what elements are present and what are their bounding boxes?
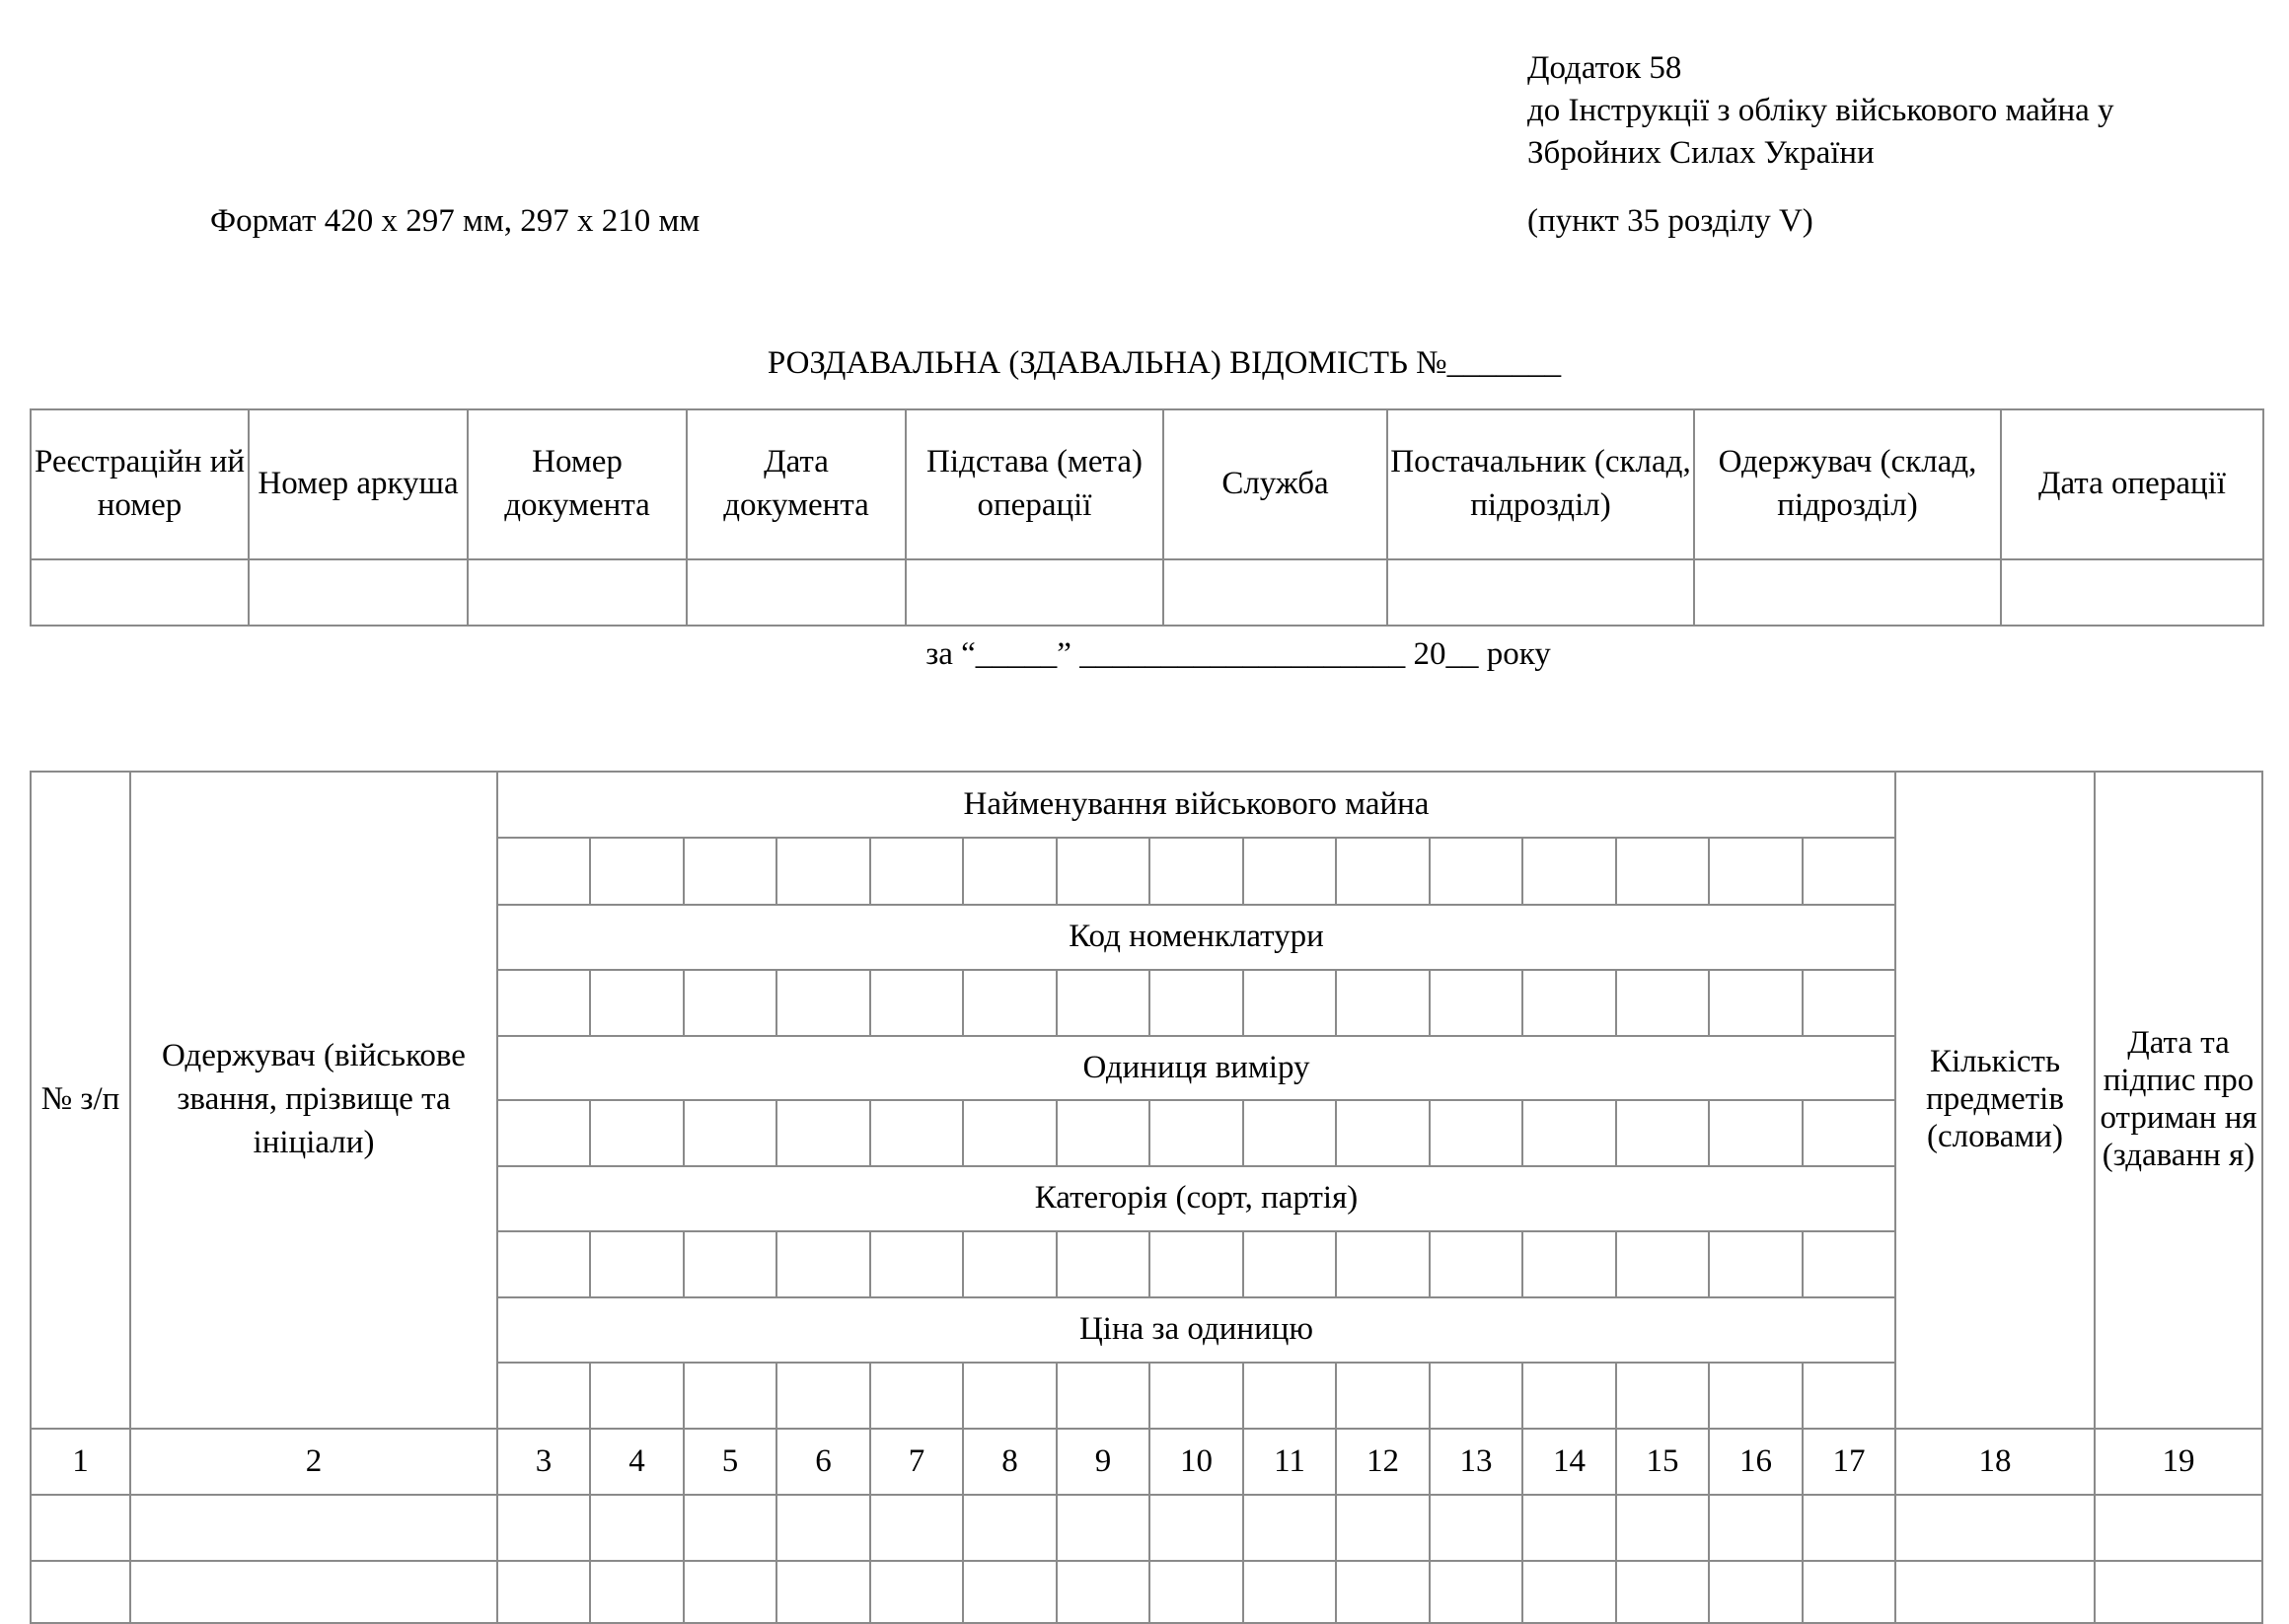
item-subcol-line	[1148, 1362, 1150, 1430]
item-subcol-line	[1521, 1428, 1523, 1624]
column-number: 4	[628, 1442, 645, 1479]
column-number: 9	[1094, 1442, 1112, 1479]
section-cell-item-name[interactable]	[1152, 837, 1240, 904]
item-subcol-line	[683, 1230, 685, 1298]
data-cell[interactable]	[1806, 1494, 1892, 1560]
item-subcol-line	[775, 837, 777, 906]
section-cell-unit-of-measure[interactable]	[1152, 1099, 1240, 1165]
approval-block	[1527, 47, 2114, 175]
approval-line-instruction: до Інструкції з обліку військового майна у	[1527, 93, 2114, 128]
section-cell-unit-price[interactable]	[779, 1362, 867, 1428]
item-subcol-line	[1148, 837, 1150, 906]
item-subcol-line	[1802, 1362, 1804, 1430]
data-cell[interactable]	[1246, 1494, 1333, 1560]
data-cell[interactable]	[1060, 1494, 1146, 1560]
item-subcol-line	[1521, 1230, 1523, 1298]
section-cell-unit-of-measure[interactable]	[779, 1099, 867, 1165]
item-subcol-line	[1708, 969, 1710, 1037]
header-input-operation-basis[interactable]	[909, 558, 1160, 625]
item-subcol-line	[1242, 1362, 1244, 1430]
data-cell[interactable]	[1712, 1560, 1800, 1622]
item-subcol-line	[683, 1362, 685, 1430]
data-cell[interactable]	[779, 1560, 867, 1622]
section-cell-unit-of-measure[interactable]	[1339, 1099, 1427, 1165]
item-subcol-line	[1802, 1230, 1804, 1298]
data-cell[interactable]	[2098, 1560, 2259, 1622]
header-table-col-line	[248, 408, 250, 627]
section-cell-category[interactable]	[1806, 1230, 1892, 1296]
column-number: 8	[1001, 1442, 1018, 1479]
item-subcol-line	[1056, 969, 1058, 1037]
item-subcol-line	[1802, 969, 1804, 1037]
data-cell[interactable]	[1433, 1494, 1519, 1560]
section-cell-category[interactable]	[687, 1230, 774, 1296]
item-subcol-line	[1708, 1362, 1710, 1430]
section-cell-item-name[interactable]	[1060, 837, 1146, 904]
section-cell-category[interactable]	[966, 1230, 1054, 1296]
section-cell-unit-price[interactable]	[500, 1362, 587, 1428]
section-cell-item-name[interactable]	[1339, 837, 1427, 904]
column-number: 10	[1180, 1442, 1213, 1479]
section-cell-nomenclature-code[interactable]	[687, 969, 774, 1035]
section-cell-unit-price[interactable]	[1712, 1362, 1800, 1428]
section-cell-unit-of-measure[interactable]	[1619, 1099, 1706, 1165]
section-cell-item-name[interactable]	[779, 837, 867, 904]
section-cell-unit-price[interactable]	[1060, 1362, 1146, 1428]
column-number: 3	[535, 1442, 553, 1479]
section-cell-nomenclature-code[interactable]	[1433, 969, 1519, 1035]
item-subcol-line	[1242, 969, 1244, 1037]
item-subcol-line	[1429, 1428, 1431, 1624]
header-table-col-line	[905, 408, 907, 627]
section-cell-unit-of-measure[interactable]	[1246, 1099, 1333, 1165]
data-cell[interactable]	[1806, 1560, 1892, 1622]
main-table-col-line	[30, 771, 32, 1624]
section-cell-category[interactable]	[779, 1230, 867, 1296]
data-cell[interactable]	[500, 1560, 587, 1622]
item-subcol-line	[589, 1230, 591, 1298]
header-col-recipient: Одержувач (склад, підрозділ)	[1718, 444, 1977, 523]
item-subcol-line	[1429, 1099, 1431, 1167]
column-number: 15	[1646, 1442, 1679, 1479]
data-cell[interactable]	[1339, 1494, 1427, 1560]
date-line: за “_____” ____________________ 20__ року	[925, 636, 1551, 672]
section-cell-unit-price[interactable]	[593, 1362, 681, 1428]
section-cell-item-name[interactable]	[1619, 837, 1706, 904]
data-cell[interactable]	[1339, 1560, 1427, 1622]
item-subcol-line	[775, 1230, 777, 1298]
main-table-col-line	[2094, 771, 2096, 1624]
header-input-registration-number[interactable]	[34, 558, 246, 625]
item-subcol-line	[683, 969, 685, 1037]
section-cell-unit-of-measure[interactable]	[966, 1099, 1054, 1165]
section-cell-unit-of-measure[interactable]	[687, 1099, 774, 1165]
data-cell[interactable]	[1619, 1560, 1706, 1622]
section-cell-item-name[interactable]	[1246, 837, 1333, 904]
header-col-document-number: Номер документа	[504, 444, 650, 523]
item-subcol-line	[1615, 1428, 1617, 1624]
section-cell-nomenclature-code[interactable]	[1525, 969, 1613, 1035]
item-subcol-line	[1429, 1362, 1431, 1430]
data-cell[interactable]	[34, 1560, 127, 1622]
data-cell[interactable]	[1619, 1494, 1706, 1560]
item-subcol-line	[1429, 969, 1431, 1037]
item-subcol-line	[1242, 837, 1244, 906]
document-title: РОЗДАВАЛЬНА (ЗДАВАЛЬНА) ВІДОМІСТЬ №_______	[767, 345, 1562, 381]
section-cell-unit-price[interactable]	[1525, 1362, 1613, 1428]
item-subcol-line	[1148, 969, 1150, 1037]
item-subcol-line	[1335, 837, 1337, 906]
section-cell-unit-price[interactable]	[687, 1362, 774, 1428]
data-cell[interactable]	[1152, 1494, 1240, 1560]
column-number: 7	[908, 1442, 925, 1479]
data-cell[interactable]	[1060, 1560, 1146, 1622]
item-subcol-line	[962, 969, 964, 1037]
data-cell[interactable]	[966, 1560, 1054, 1622]
header-col-supplier: Постачальник (склад, підрозділ)	[1390, 444, 1691, 523]
column-number: 5	[721, 1442, 739, 1479]
section-label-nomenclature-code: Код номенклатури	[1069, 919, 1324, 954]
item-subcol-line	[962, 1099, 964, 1167]
header-table-row-line	[30, 625, 2264, 627]
data-cell[interactable]	[1712, 1494, 1800, 1560]
section-cell-nomenclature-code[interactable]	[1806, 969, 1892, 1035]
item-subcol-line	[589, 837, 591, 906]
section-cell-item-name[interactable]	[873, 837, 960, 904]
section-cell-category[interactable]	[500, 1230, 587, 1296]
section-cell-unit-price[interactable]	[1806, 1362, 1892, 1428]
section-cell-unit-of-measure[interactable]	[1525, 1099, 1613, 1165]
item-subcol-line	[1148, 1428, 1150, 1624]
section-cell-unit-of-measure[interactable]	[1712, 1099, 1800, 1165]
data-cell[interactable]	[1525, 1494, 1613, 1560]
section-cell-unit-of-measure[interactable]	[873, 1099, 960, 1165]
section-cell-nomenclature-code[interactable]	[1619, 969, 1706, 1035]
item-subcol-line	[683, 837, 685, 906]
header-col-service: Служба	[1221, 466, 1329, 501]
data-cell[interactable]	[1246, 1560, 1333, 1622]
section-cell-category[interactable]	[1433, 1230, 1519, 1296]
item-subcol-line	[1335, 1099, 1337, 1167]
data-cell[interactable]	[687, 1494, 774, 1560]
point-reference: (пункт 35 розділу V)	[1527, 203, 1813, 239]
header-table-col-line	[1386, 408, 1388, 627]
section-cell-category[interactable]	[1060, 1230, 1146, 1296]
item-subcol-line	[869, 1428, 871, 1624]
item-subcol-line	[775, 1362, 777, 1430]
section-cell-unit-of-measure[interactable]	[500, 1099, 587, 1165]
section-cell-nomenclature-code[interactable]	[779, 969, 867, 1035]
header-col-operation-date: Дата операції	[2038, 466, 2226, 501]
item-subcol-line	[869, 1362, 871, 1430]
item-subcol-line	[683, 1099, 685, 1167]
data-cell[interactable]	[34, 1494, 127, 1560]
header-col-document-date: Дата документа	[723, 444, 869, 523]
section-cell-unit-price[interactable]	[1619, 1362, 1706, 1428]
format-label: Формат 420 х 297 мм, 297 х 210 мм	[210, 203, 701, 239]
column-number: 13	[1459, 1442, 1493, 1479]
item-subcol-line	[869, 837, 871, 906]
section-cell-item-name[interactable]	[500, 837, 587, 904]
item-subcol-line	[1802, 1099, 1804, 1167]
section-cell-item-name[interactable]	[1712, 837, 1800, 904]
header-table-col-line	[2000, 408, 2002, 627]
header-table-col-line	[1693, 408, 1695, 627]
item-subcol-line	[1056, 1230, 1058, 1298]
item-subcol-line	[1148, 1230, 1150, 1298]
section-cell-nomenclature-code[interactable]	[1246, 969, 1333, 1035]
item-subcol-line	[1521, 837, 1523, 906]
section-cell-nomenclature-code[interactable]	[873, 969, 960, 1035]
data-cell[interactable]	[779, 1494, 867, 1560]
header-input-operation-date[interactable]	[2004, 558, 2260, 625]
section-label-unit-price: Ціна за одиницю	[1078, 1311, 1314, 1347]
col-header-date-signature: Дата та підпис про отриман ня (здаванн я)	[2100, 1025, 2257, 1173]
column-number: 18	[1978, 1442, 2012, 1479]
section-cell-unit-of-measure[interactable]	[593, 1099, 681, 1165]
section-cell-item-name[interactable]	[1806, 837, 1892, 904]
item-subcol-line	[1802, 1428, 1804, 1624]
header-table-col-line	[1162, 408, 1164, 627]
item-subcol-line	[962, 1362, 964, 1430]
column-number: 17	[1832, 1442, 1866, 1479]
data-cell[interactable]	[1898, 1560, 2092, 1622]
data-cell[interactable]	[873, 1560, 960, 1622]
item-subcol-line	[1335, 969, 1337, 1037]
item-subcol-line	[1056, 837, 1058, 906]
data-cell[interactable]	[593, 1494, 681, 1560]
main-table-col-line	[496, 771, 498, 1624]
section-cell-nomenclature-code[interactable]	[593, 969, 681, 1035]
item-subcol-line	[1615, 969, 1617, 1037]
column-number: 14	[1553, 1442, 1586, 1479]
item-subcol-line	[962, 837, 964, 906]
item-subcol-line	[1521, 1099, 1523, 1167]
section-cell-category[interactable]	[1339, 1230, 1427, 1296]
item-subcol-line	[1335, 1362, 1337, 1430]
item-subcol-line	[1242, 1428, 1244, 1624]
item-subcol-line	[1521, 969, 1523, 1037]
col-header-quantity: Кількість предметів (словами)	[1926, 1044, 2064, 1154]
header-table-col-line	[686, 408, 688, 627]
section-cell-unit-price[interactable]	[1339, 1362, 1427, 1428]
item-subcol-line	[869, 969, 871, 1037]
item-subcol-line	[1056, 1428, 1058, 1624]
section-cell-category[interactable]	[593, 1230, 681, 1296]
section-cell-unit-price[interactable]	[873, 1362, 960, 1428]
section-cell-category[interactable]	[1246, 1230, 1333, 1296]
section-cell-unit-of-measure[interactable]	[1433, 1099, 1519, 1165]
data-cell[interactable]	[1152, 1560, 1240, 1622]
column-number: 6	[815, 1442, 832, 1479]
main-table-col-line	[129, 771, 131, 1624]
item-subcol-line	[1056, 1362, 1058, 1430]
section-cell-nomenclature-code[interactable]	[500, 969, 587, 1035]
section-cell-item-name[interactable]	[1525, 837, 1613, 904]
item-subcol-line	[1242, 1099, 1244, 1167]
section-label-unit-of-measure: Одиниця виміру	[1082, 1049, 1310, 1085]
header-table-col-line	[467, 408, 469, 627]
section-cell-category[interactable]	[1525, 1230, 1613, 1296]
item-subcol-line	[869, 1099, 871, 1167]
section-cell-nomenclature-code[interactable]	[1152, 969, 1240, 1035]
section-cell-item-name[interactable]	[966, 837, 1054, 904]
approval-line-appendix: Додаток 58	[1527, 50, 1682, 86]
section-cell-category[interactable]	[1152, 1230, 1240, 1296]
item-subcol-line	[775, 1099, 777, 1167]
item-subcol-line	[1429, 1230, 1431, 1298]
approval-line-forces: Збройних Силах України	[1527, 135, 1875, 171]
data-cell[interactable]	[1525, 1560, 1613, 1622]
main-table-col-line	[2261, 771, 2263, 1624]
item-subcol-line	[1335, 1230, 1337, 1298]
item-subcol-line	[1708, 1099, 1710, 1167]
item-subcol-line	[589, 969, 591, 1037]
item-subcol-line	[1335, 1428, 1337, 1624]
section-cell-item-name[interactable]	[593, 837, 681, 904]
section-cell-nomenclature-code[interactable]	[1712, 969, 1800, 1035]
item-subcol-line	[1615, 837, 1617, 906]
main-table-col-line	[1894, 771, 1896, 1624]
section-cell-item-name[interactable]	[1433, 837, 1519, 904]
item-subcol-line	[589, 1099, 591, 1167]
item-subcol-line	[962, 1428, 964, 1624]
column-number: 19	[2162, 1442, 2195, 1479]
item-subcol-line	[775, 1428, 777, 1624]
section-cell-nomenclature-code[interactable]	[1339, 969, 1427, 1035]
item-subcol-line	[1615, 1099, 1617, 1167]
section-cell-unit-of-measure[interactable]	[1806, 1099, 1892, 1165]
header-col-registration-number: Реєстраційн ий номер	[34, 444, 246, 523]
header-input-recipient[interactable]	[1697, 558, 1998, 625]
column-number: 2	[305, 1442, 323, 1479]
item-subcol-line	[1148, 1099, 1150, 1167]
item-subcol-line	[962, 1230, 964, 1298]
header-input-sheet-number[interactable]	[252, 558, 465, 625]
data-cell[interactable]	[500, 1494, 587, 1560]
data-cell[interactable]	[1898, 1494, 2092, 1560]
section-cell-category[interactable]	[873, 1230, 960, 1296]
section-cell-category[interactable]	[1619, 1230, 1706, 1296]
header-input-document-date[interactable]	[690, 558, 903, 625]
header-table-col-line	[30, 408, 32, 627]
header-col-operation-basis: Підстава (мета) операції	[926, 444, 1143, 523]
item-subcol-line	[1056, 1099, 1058, 1167]
data-cell[interactable]	[1433, 1560, 1519, 1622]
section-cell-nomenclature-code[interactable]	[966, 969, 1054, 1035]
section-cell-category[interactable]	[1712, 1230, 1800, 1296]
data-cell[interactable]	[133, 1560, 494, 1622]
item-subcol-line	[775, 969, 777, 1037]
item-subcol-line	[1708, 1230, 1710, 1298]
item-subcol-line	[1242, 1230, 1244, 1298]
header-input-supplier[interactable]	[1390, 558, 1691, 625]
item-subcol-line	[1802, 837, 1804, 906]
header-input-document-number[interactable]	[471, 558, 684, 625]
section-cell-item-name[interactable]	[687, 837, 774, 904]
header-table-col-line	[2262, 408, 2264, 627]
item-subcol-line	[683, 1428, 685, 1624]
header-col-sheet-number: Номер аркуша	[258, 466, 459, 501]
column-number: 1	[72, 1442, 89, 1479]
data-cell[interactable]	[2098, 1494, 2259, 1560]
item-subcol-line	[589, 1428, 591, 1624]
col-header-recipient: Одержувач (військове звання, прізвище та ініціали)	[162, 1038, 466, 1160]
item-subcol-line	[589, 1362, 591, 1430]
section-cell-unit-price[interactable]	[966, 1362, 1054, 1428]
column-number: 12	[1366, 1442, 1399, 1479]
item-subcol-line	[1615, 1230, 1617, 1298]
data-cell[interactable]	[966, 1494, 1054, 1560]
item-subcol-line	[1521, 1362, 1523, 1430]
data-cell[interactable]	[687, 1560, 774, 1622]
data-cell[interactable]	[133, 1494, 494, 1560]
section-cell-unit-price[interactable]	[1433, 1362, 1519, 1428]
item-subcol-line	[869, 1230, 871, 1298]
section-cell-unit-of-measure[interactable]	[1060, 1099, 1146, 1165]
item-subcol-line	[1708, 837, 1710, 906]
section-cell-unit-price[interactable]	[1152, 1362, 1240, 1428]
col-header-number: № з/п	[40, 1081, 120, 1117]
column-number: 11	[1274, 1442, 1305, 1479]
item-subcol-line	[1429, 837, 1431, 906]
section-label-item-name: Найменування військового майна	[963, 785, 1430, 822]
column-number: 16	[1739, 1442, 1772, 1479]
data-cell[interactable]	[873, 1494, 960, 1560]
item-subcol-line	[1708, 1428, 1710, 1624]
section-cell-nomenclature-code[interactable]	[1060, 969, 1146, 1035]
header-input-service[interactable]	[1166, 558, 1384, 625]
item-subcol-line	[1615, 1362, 1617, 1430]
section-label-category: Категорія (сорт, партія)	[1034, 1180, 1359, 1216]
data-cell[interactable]	[593, 1560, 681, 1622]
section-cell-unit-price[interactable]	[1246, 1362, 1333, 1428]
